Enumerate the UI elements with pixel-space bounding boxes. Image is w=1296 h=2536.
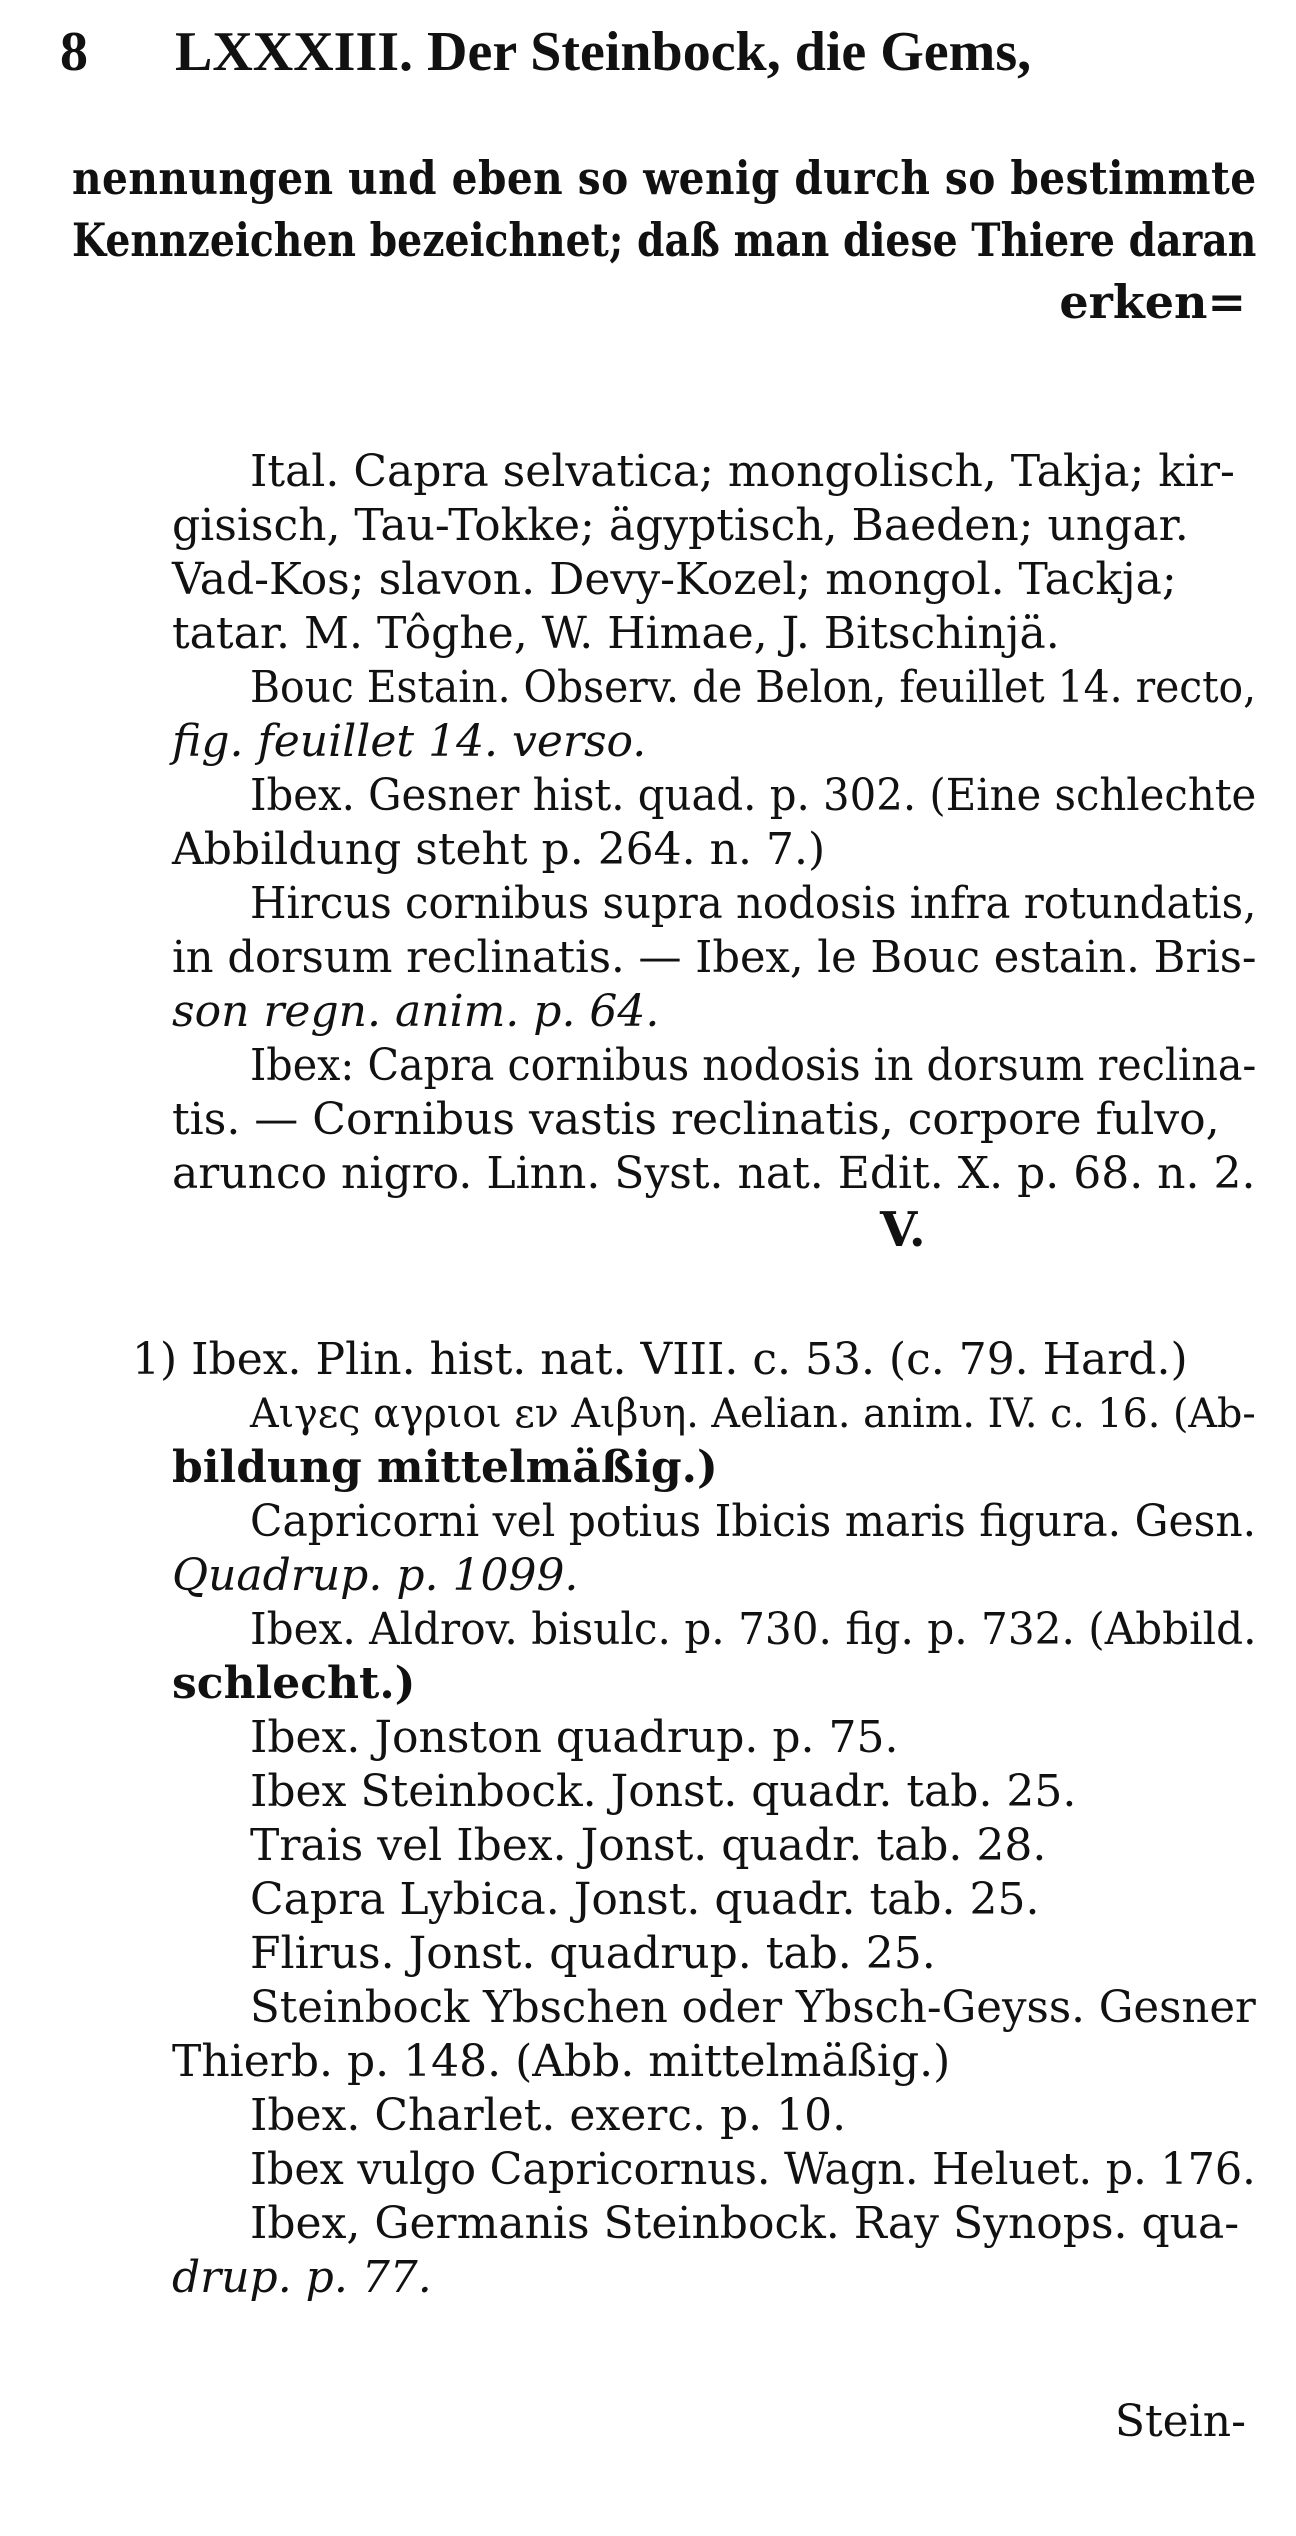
- note-1-line: Flirus. Jonst. quadrup. tab. 25.: [250, 1928, 936, 1979]
- note-v-line: Ibex. Gesner hist. quad. p. 302. (Eine schlechte: [250, 770, 1257, 821]
- page-number: 8: [60, 21, 88, 83]
- note-v-line: tis. — Cornibus vastis reclinatis, corpore fulvo,: [172, 1094, 1220, 1145]
- note-1-line: Ibex. Aldrov. bisulc. p. 730. fig. p. 732. (Abbild.: [250, 1604, 1257, 1655]
- catchword: Stein-: [1114, 2396, 1246, 2447]
- note-v-line: gisisch, Tau-Tokke; ägyptisch, Baeden; ungar.: [172, 500, 1189, 551]
- note-1-line: Thierb. p. 148. (Abb. mittelmäßig.): [172, 2036, 951, 2087]
- note-1-line: Quadrup. p. 1099.: [172, 1550, 579, 1601]
- note-v-line: Ital. Capra selvatica; mongolisch, Takja; kir-: [250, 446, 1235, 497]
- note-v-line: Vad-Kos; slavon. Devy-Kozel; mongol. Tackja;: [172, 554, 1177, 605]
- note-1-line: Ibex, Germanis Steinbock. Ray Synops. qua-: [250, 2198, 1240, 2249]
- note-1-line: Ibex. Jonston quadrup. p. 75.: [250, 1712, 899, 1763]
- note-1-line: Capra Lybica. Jonst. quadr. tab. 25.: [250, 1874, 1040, 1925]
- note-1-line: Ibex Steinbock. Jonst. quadr. tab. 25.: [250, 1766, 1077, 1817]
- note-v-line: in dorsum reclinatis. — Ibex, le Bouc estain. Bris-: [172, 932, 1257, 983]
- note-1-line: Ibex vulgo Capricornus. Wagn. Heluet. p. 176.: [250, 2144, 1256, 2195]
- note-v-line: fig. feuillet 14. verso.: [172, 716, 647, 767]
- note-1-line: drup. p. 77.: [172, 2252, 432, 2303]
- note-1-line: Capricorni vel potius Ibicis maris figura. Gesn.: [250, 1496, 1257, 1547]
- note-v-line: Abbildung steht p. 264. n. 7.): [172, 824, 826, 875]
- note-v-line: Ibex: Capra cornibus nodosis in dorsum reclina-: [250, 1040, 1257, 1091]
- note-1-line: bildung mittelmäßig.): [172, 1442, 718, 1493]
- running-title: LXXXIII. Der Steinbock, die Gems,: [175, 21, 1032, 83]
- note-v-line: son regn. anim. p. 64.: [172, 986, 660, 1037]
- note-1-line: Αιγες αγριοι εν Αιβυη. Aelian. anim. IV. c. 16. (Ab-: [250, 1391, 1256, 1437]
- note-1-line: Ibex. Charlet. exerc. p. 10.: [250, 2090, 847, 2141]
- body-line-3: erken=: [1059, 275, 1246, 329]
- note-v-line: tatar. M. Tôghe, W. Himae, J. Bitschinjä.: [172, 608, 1060, 659]
- note-1-line: Steinbock Ybschen oder Ybsch-Geyss. Gesner: [250, 1982, 1256, 2033]
- body-line-2: Kennzeichen bezeichnet; daß man diese Thiere daran: [72, 213, 1257, 267]
- note-v-line: arunco nigro. Linn. Syst. nat. Edit. X. p. 68. n. 2.: [172, 1148, 1256, 1199]
- note-1-line: 1) Ibex. Plin. hist. nat. VIII. c. 53. (c. 79. Hard.): [132, 1334, 1188, 1385]
- note-1-line: Trais vel Ibex. Jonst. quadr. tab. 28.: [250, 1820, 1047, 1871]
- note-1-line: schlecht.): [172, 1658, 416, 1709]
- note-v-line: Hircus cornibus supra nodosis infra rotundatis,: [250, 878, 1257, 929]
- note-v-line: Bouc Estain. Observ. de Belon, feuillet 14. recto,: [250, 662, 1257, 713]
- body-line-1: nennungen und eben so wenig durch so bestimmte: [72, 151, 1257, 205]
- note-v-end: V.: [880, 1202, 926, 1258]
